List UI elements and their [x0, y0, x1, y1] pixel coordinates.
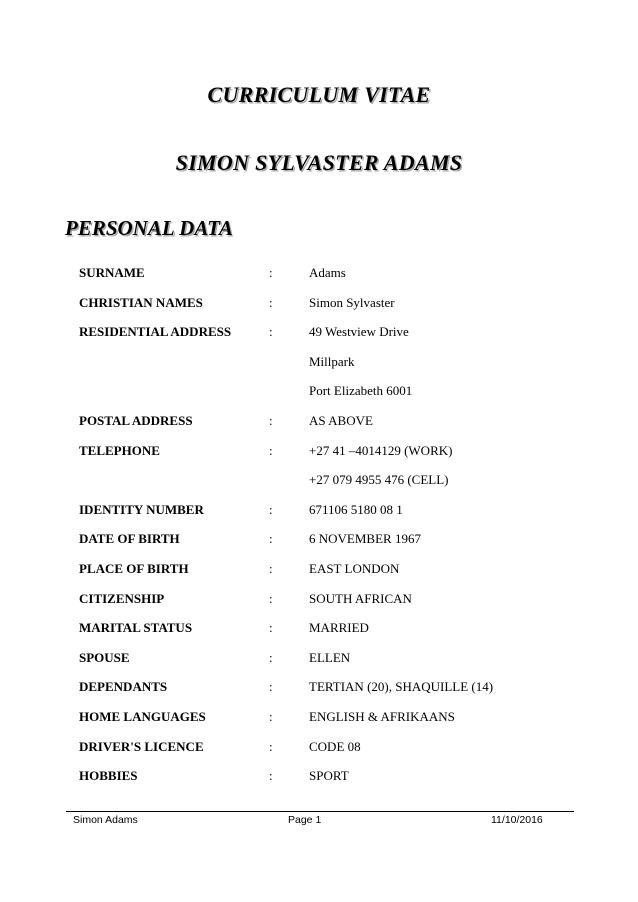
- field-label: DATE OF BIRTH: [79, 531, 180, 546]
- field-value: Millpark: [309, 354, 355, 369]
- field-value: TERTIAN (20), SHAQUILLE (14): [309, 679, 494, 694]
- field-separator: :: [269, 709, 273, 724]
- data-row: [0, 441, 638, 461]
- field-separator: :: [269, 679, 273, 694]
- field-value: SOUTH AFRICAN: [309, 591, 412, 606]
- field-separator: :: [269, 413, 273, 428]
- field-label: CITIZENSHIP: [79, 591, 165, 606]
- data-row: [0, 618, 638, 638]
- field-label: POSTAL ADDRESS: [79, 413, 193, 428]
- field-label: DRIVER'S LICENCE: [79, 739, 204, 754]
- footer-divider: [66, 811, 574, 812]
- footer-author: Simon Adams: [73, 814, 138, 826]
- field-value: +27 41 –4014129 (WORK): [309, 443, 453, 458]
- field-value: 49 Westview Drive: [309, 324, 409, 339]
- field-value: 671106 5180 08 1: [309, 502, 403, 517]
- field-separator: :: [269, 265, 273, 280]
- data-row: [0, 322, 638, 342]
- field-value: Adams: [309, 265, 346, 280]
- data-row: [0, 263, 638, 283]
- field-value: Simon Sylvaster: [309, 295, 395, 310]
- document-title: CURRICULUM VITAE: [207, 82, 431, 107]
- data-row: [0, 500, 638, 520]
- data-row: [0, 411, 638, 431]
- person-name-heading: SIMON SYLVASTER ADAMS: [175, 150, 463, 175]
- field-value: +27 079 4955 476 (CELL): [309, 472, 449, 487]
- field-label: MARITAL STATUS: [79, 620, 193, 635]
- field-value: 6 NOVEMBER 1967: [309, 531, 421, 546]
- field-separator: :: [269, 591, 273, 606]
- field-value: ELLEN: [309, 650, 351, 665]
- data-row: [0, 529, 638, 549]
- field-separator: :: [269, 768, 273, 783]
- section-heading-personal-data: PERSONAL DATA: [65, 216, 233, 240]
- field-label: HOME LANGUAGES: [79, 709, 206, 724]
- data-row: [0, 559, 638, 579]
- field-label: TELEPHONE: [79, 443, 160, 458]
- field-separator: :: [269, 324, 273, 339]
- field-label: RESIDENTIAL ADDRESS: [79, 324, 232, 339]
- data-row: [0, 470, 638, 490]
- data-row: [0, 293, 638, 313]
- field-value: ENGLISH & AFRIKAANS: [309, 709, 455, 724]
- footer-date: 11/10/2016: [491, 814, 543, 826]
- data-row: [0, 677, 638, 697]
- data-row: [0, 737, 638, 757]
- field-separator: :: [269, 295, 273, 310]
- field-label: CHRISTIAN NAMES: [79, 295, 203, 310]
- field-value: AS ABOVE: [309, 413, 373, 428]
- field-label: DEPENDANTS: [79, 679, 168, 694]
- field-separator: :: [269, 502, 273, 517]
- data-row: [0, 352, 638, 372]
- field-separator: :: [269, 650, 273, 665]
- field-separator: :: [269, 620, 273, 635]
- field-label: PLACE OF BIRTH: [79, 561, 189, 576]
- field-label: SURNAME: [79, 265, 145, 280]
- field-separator: :: [269, 531, 273, 546]
- field-value: SPORT: [309, 768, 349, 783]
- data-row: [0, 766, 638, 786]
- data-row: [0, 381, 638, 401]
- field-value: CODE 08: [309, 739, 361, 754]
- field-value: MARRIED: [309, 620, 369, 635]
- data-row: [0, 589, 638, 609]
- field-value: Port Elizabeth 6001: [309, 383, 413, 398]
- field-separator: :: [269, 739, 273, 754]
- field-label: HOBBIES: [79, 768, 138, 783]
- footer-page-number: Page 1: [288, 814, 322, 826]
- data-row: [0, 648, 638, 668]
- data-row: [0, 707, 638, 727]
- field-label: IDENTITY NUMBER: [79, 502, 204, 517]
- field-label: SPOUSE: [79, 650, 130, 665]
- field-value: EAST LONDON: [309, 561, 400, 576]
- field-separator: :: [269, 561, 273, 576]
- field-separator: :: [269, 443, 273, 458]
